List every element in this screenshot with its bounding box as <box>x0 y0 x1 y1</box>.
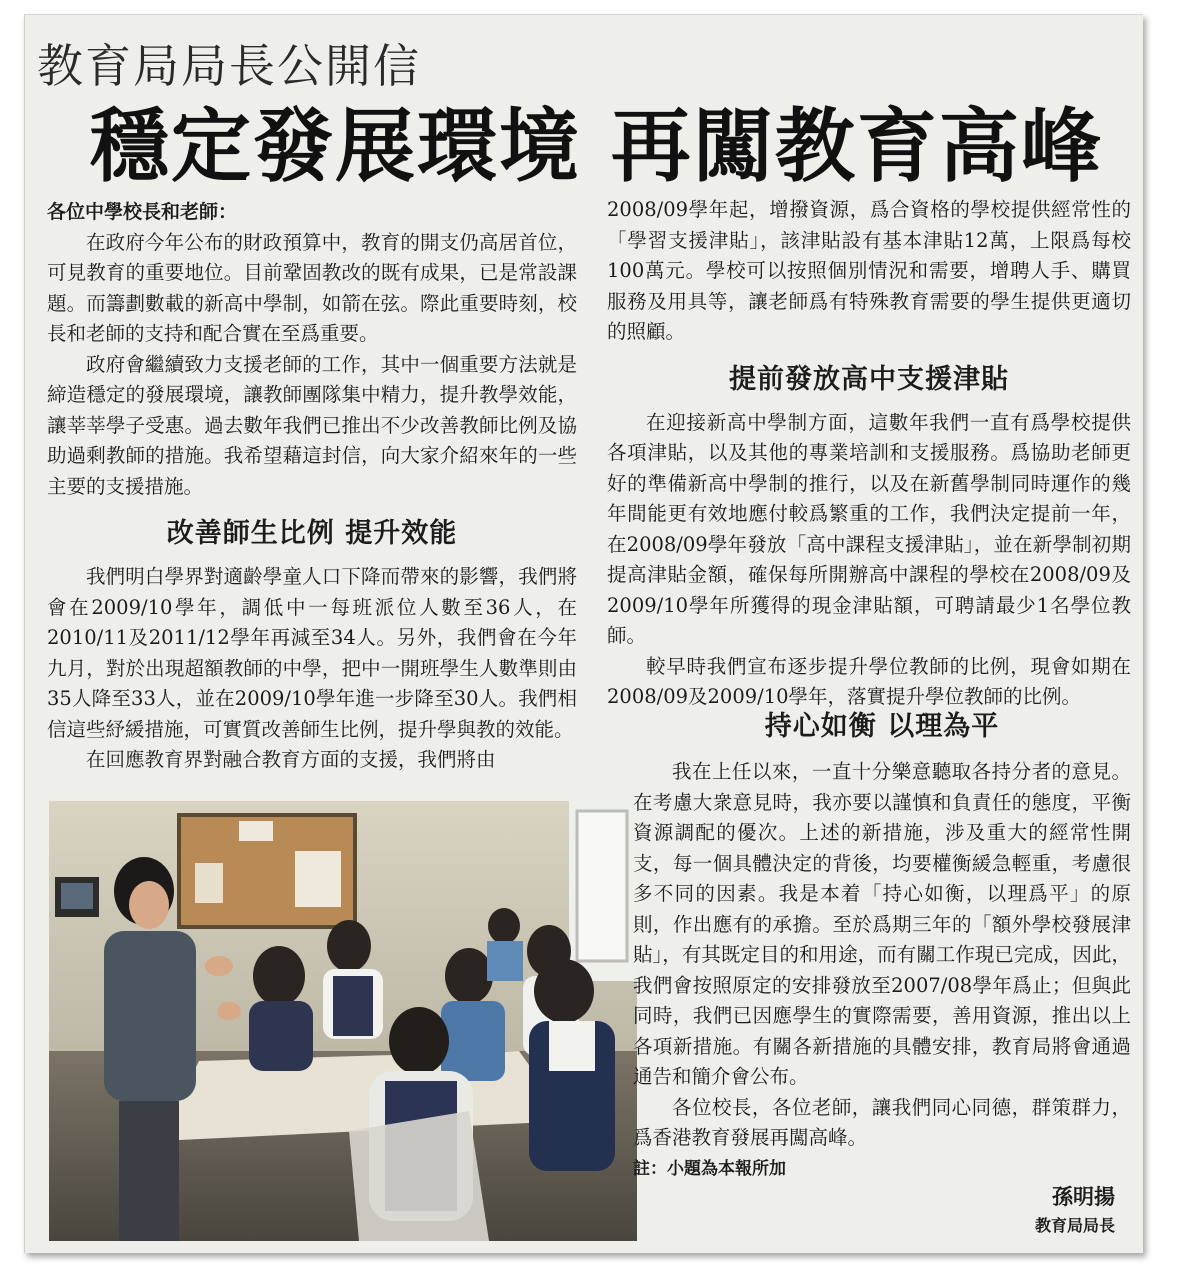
section1-paragraph-2: 在回應教育界對融合教育方面的支援，我們將由 <box>86 748 496 771</box>
left-column <box>47 197 577 776</box>
subhead-balance: 持心如衡 以理為平 <box>764 711 1000 742</box>
classroom-photo <box>49 801 637 1241</box>
kicker-title: 教育局局長公開信 <box>37 39 421 93</box>
subhead-senior-secondary-grant: 提前發放高中支援津貼 <box>729 363 1009 395</box>
section1-paragraph-1: 我們明白學界對適齡學童人口下降而帶來的影響，我們將會在2009/10學年，調低中一每班派位人數至36人，在2010/11及2011/12學年再減至34人。另外，我們會在今年九月，對於出現超額教師的中學，把中一開班學生人數準則由35人降至33人，並在2009/10學年進一步降至30人。我們相信這些紓緩措施，可實質改善師生比例，提升學與教的效能。 <box>47 565 577 741</box>
section3-paragraph-2: 各位校長，各位老師，讓我們同心同德，群策群力，爲香港教育發展再闖高峰。 <box>633 1095 1131 1149</box>
salutation: 各位中學校長和老師： <box>47 201 238 223</box>
intro-paragraph-1: 在政府今年公布的財政預算中，教育的開支仍高居首位，可見教育的重要地位。目前鞏固教改的既有成果，已是常設課題。而籌劃數載的新高中學制，如箭在弦。際此重要時刻，校長和老師的支持和配合實在至爲重要。 <box>47 230 577 345</box>
section2-paragraph-2: 較早時我們宣布逐步提升學位教師的比例，現會如期在2008/09及2009/10學年，落實提升學位教師的比例。 <box>607 654 1131 708</box>
right-column-bottom <box>633 711 1131 1184</box>
right-top-paragraph: 2008/09學年起，增撥資源，爲合資格的學校提供經常性的「學習支援津貼」，該津貼設有基本津貼12萬，上限爲每校100萬元。學校可以按照個別情況和需要，增聘人手、購買服務及用具等，讓老師爲有特殊教育需要的學生提供更適切的照顧。 <box>607 198 1131 343</box>
newspaper-clipping <box>24 14 1143 1253</box>
editor-note: 註：小題為本報所加 <box>633 1158 786 1179</box>
intro-paragraph-2: 政府會繼續致力支援老師的工作，其中一個重要方法就是締造穩定的發展環境，讓教師團隊集中精力，提升教學效能，讓莘莘學子受惠。過去數年我們已推出不少改善教師比例及協助過剩教師的措施。我希望藉這封信，向大家介紹來年的一些主要的支援措施。 <box>47 352 577 498</box>
section3-paragraph-1: 我在上任以來，一直十分樂意聽取各持分者的意見。在考慮大衆意見時，我亦要以謹慎和負責任的態度，平衡資源調配的優次。上述的新措施，涉及重大的經常性開支，每一個具體決定的背後，均要權衡緩急輕重，考慮很多不同的因素。我是本着「持心如衡，以理爲平」的原則，作出應有的承擔。至於爲期三年的「額外學校發展津貼」，有其既定目的和用途，而有關工作現已完成，因此，我們會按照原定的安排發放至2007/08學年爲止；但與此同時，我們已因應學生的實際需要，善用資源，推出以上各項新措施。有關各新措施的具體安排，教育局將會通過通告和簡介會公布。 <box>633 760 1131 1088</box>
signature-title: 教育局局長 <box>1034 1216 1115 1235</box>
subhead-teacher-ratio: 改善師生比例 提升效能 <box>166 518 458 549</box>
section2-paragraph-1: 在迎接新高中學制方面，這數年我們一直有爲學校提供各項津貼，以及其他的專業培訓和支援服務。爲協助老師更好的準備新高中學制的推行，以及在新舊學制同時運作的幾年間能更有效地應付較爲繁重的工作，我們決定提前一年，在2008/09學年發放「高中課程支援津貼」，並在新學制初期提高津貼金額，確保每所開辦高中課程的學校在2008/09及2009/10學年所獲得的現金津貼額，可聘請最少1名學位教師。 <box>607 410 1131 647</box>
signature-name: 孫明揚 <box>1052 1185 1115 1209</box>
headline: 穩定發展環境 再闖教育高峰 <box>89 100 1103 193</box>
right-column-top <box>607 195 1131 713</box>
classroom-photo-image <box>49 801 637 1241</box>
